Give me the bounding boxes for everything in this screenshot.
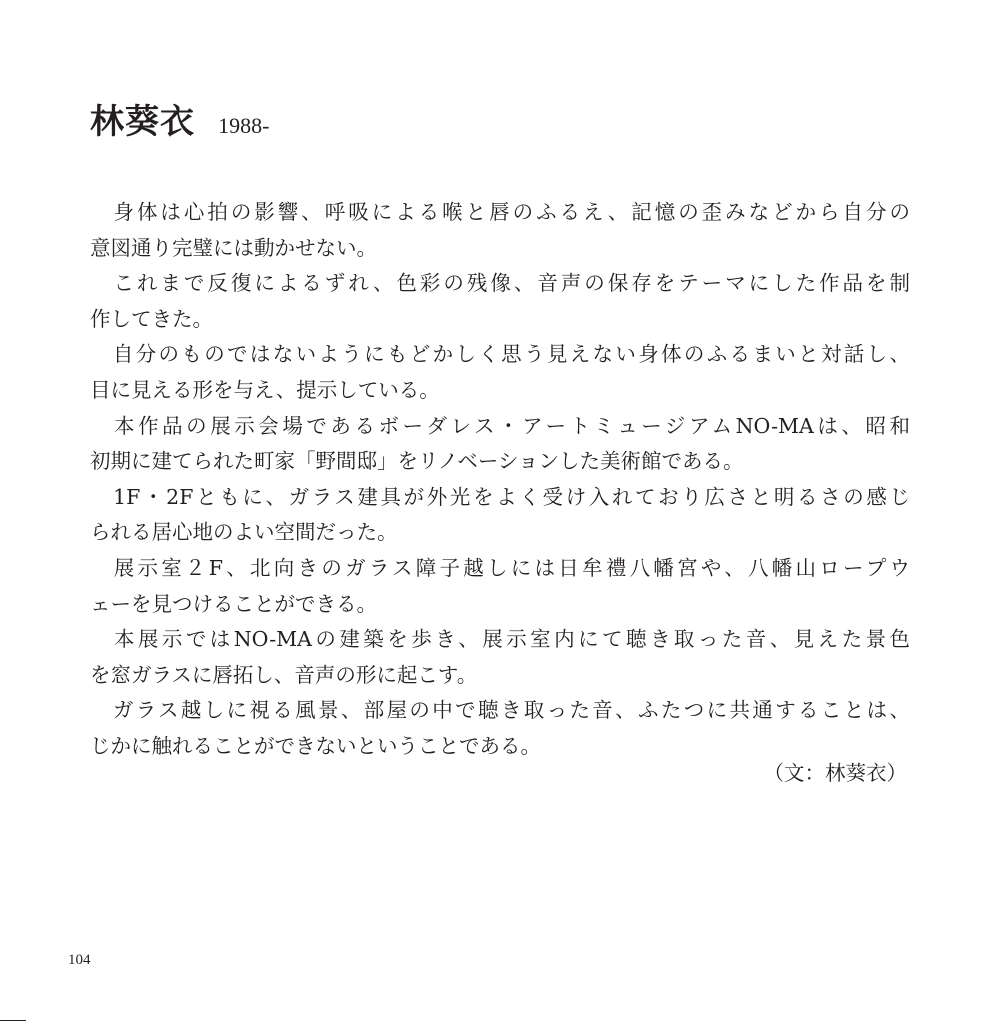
- statement-line: 展示室２F、北向きのガラス障子越しには日牟禮八幡宮や、八幡山ロープウ: [90, 555, 910, 580]
- statement-text: [90, 195, 910, 765]
- page-number: 104: [68, 952, 91, 968]
- author-credit: （文：林葵衣）: [763, 761, 907, 785]
- statement-line: 初期に建てられた町家「野間邸」をリノベーションした美術館である。: [90, 449, 744, 474]
- artist-birth-year: 1988-: [218, 113, 270, 138]
- statement-line: 本作品の展示会場であるボーダレス・アートミュージアムNO-MAは、昭和: [90, 413, 910, 438]
- crop-mark: [0, 1020, 26, 1021]
- artist-header: [90, 94, 269, 143]
- statement-line: 自分のものではないようにもどかしく思う見えない身体のふるまいと対話し、: [90, 342, 910, 367]
- statement-line: 目に見える形を与え、提示している。: [90, 377, 440, 402]
- statement-line: 1F・2Fともに、ガラス建具が外光をよく受け入れており広さと明るさの感じ: [90, 484, 910, 509]
- statement-line: 本展示ではNO-MAの建築を歩き、展示室内にて聴き取った音、見えた景色: [90, 627, 910, 652]
- statement-line: 作してきた。: [90, 306, 213, 331]
- statement-line: ェーを見つけることができる。: [90, 591, 377, 616]
- statement-line: られる居心地のよい空間だった。: [90, 520, 398, 545]
- statement-line: ガラス越しに視る風景、部屋の中で聴き取った音、ふたつに共通することは、: [90, 698, 910, 723]
- artist-name: 林葵衣: [90, 102, 195, 142]
- statement-line: を窓ガラスに唇拓し、音声の形に起こす。: [90, 662, 478, 687]
- statement-line: 意図通り完璧には動かせない。: [90, 235, 377, 260]
- statement-line: 身体は心拍の影響、呼吸による喉と唇のふるえ、記憶の歪みなどから自分の: [90, 200, 910, 224]
- statement-line: じかに触れることができないということである。: [90, 733, 541, 758]
- statement-line: これまで反復によるずれ、色彩の残像、音声の保存をテーマにした作品を制: [90, 271, 910, 296]
